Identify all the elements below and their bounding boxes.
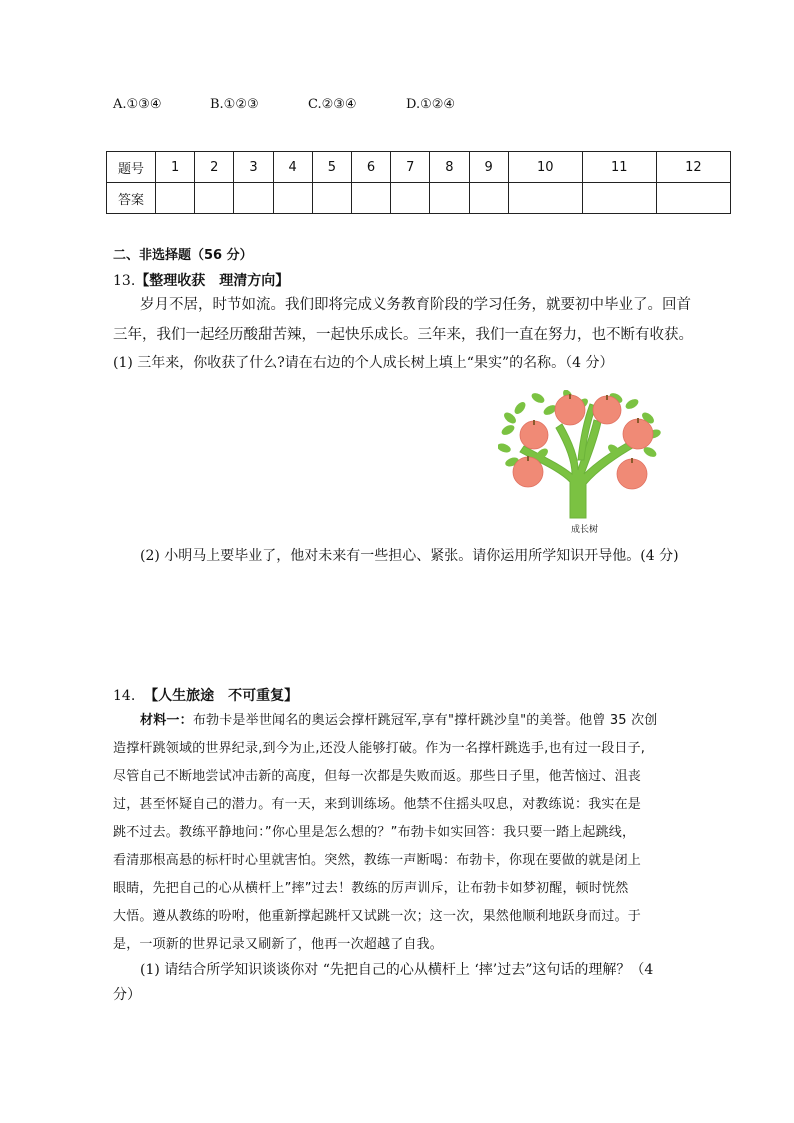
question-number-cell: 9 — [469, 152, 508, 183]
material-line: 尽管自己不断地尝试冲击新的高度，但每一次都是失败而返。那些日子里，他苦恼过、沮丧 — [113, 769, 642, 784]
question-title: 【整理收获 理清方向】 — [135, 273, 290, 289]
answer-cell[interactable] — [195, 183, 234, 214]
answer-cell[interactable] — [312, 183, 351, 214]
question-number: 13. — [113, 273, 136, 289]
question-number-cell: 12 — [656, 152, 730, 183]
sub-question-continuation: 分） — [113, 987, 141, 1003]
answer-row — [107, 183, 731, 214]
material-line: 跳不过去。教练平静地问：”你心里是怎么想的？”布勃卡如实回答：我只要一踏上起跳线， — [113, 825, 636, 840]
sub-question: (1) 请结合所学知识谈谈你对 “先把自己的心从横杆上 ‘摔’过去”这句话的理解？（4 — [140, 962, 654, 978]
material-label: 材料一： — [140, 713, 193, 728]
question-number-cell: 10 — [508, 152, 582, 183]
answer-cell[interactable] — [391, 183, 430, 214]
material-line: 造撑杆跳领域的世界纪录,到今为止,还没人能够打破。作为一名撑杆跳选手,也有过一段日子, — [113, 741, 646, 756]
answer-cell[interactable] — [234, 183, 273, 214]
answer-cell[interactable] — [273, 183, 312, 214]
question-number-cell: 2 — [195, 152, 234, 183]
answer-cell[interactable] — [656, 183, 730, 214]
answer-cell[interactable] — [156, 183, 195, 214]
paragraph: 岁月不居，时节如流。我们即将完成义务教育阶段的学习任务，就要初中毕业了。回首 — [140, 297, 691, 313]
table-header-cell: 题号 — [107, 152, 156, 183]
material-line — [140, 707, 658, 736]
answer-cell[interactable] — [469, 183, 508, 214]
option-b: B.①②③ — [210, 97, 259, 112]
material-line: 过，甚至怀疑自己的潜力。有一天，来到训练场。他禁不住摇头叹息，对教练说：我实在是 — [113, 797, 642, 812]
sub-question: (1) 三年来，你收获了什么?请在右边的个人成长树上填上“果实”的名称。（4 分） — [113, 355, 614, 371]
option-a: A.①③④ — [113, 97, 162, 112]
question-number-cell: 1 — [156, 152, 195, 183]
answer-table — [106, 151, 731, 214]
question-13-heading — [113, 270, 289, 290]
question-14-heading — [113, 685, 298, 705]
answer-cell[interactable] — [582, 183, 656, 214]
question-number-cell: 6 — [351, 152, 390, 183]
question-number-cell: 7 — [391, 152, 430, 183]
material-line: 眼睛，先把自己的心从横杆上”摔”过去！教练的厉声训斥，让布勃卡如梦初醒，顿时恍然 — [113, 881, 629, 896]
table-header-cell: 答案 — [107, 183, 156, 214]
growth-tree-illustration — [498, 390, 663, 520]
question-number: 14. — [113, 688, 136, 704]
sub-question: (2) 小明马上要毕业了，他对未来有一些担心、紧张。请你运用所学知识开导他。(4 分) — [140, 548, 679, 564]
paragraph: 三年，我们一起经历酸甜苦辣，一起快乐成长。三年来，我们一直在努力，也不断有收获。 — [113, 327, 693, 343]
question-title: 【人生旅途 不可重复】 — [144, 688, 299, 704]
answer-cell[interactable] — [508, 183, 582, 214]
option-d: D.①②④ — [406, 97, 456, 112]
material-line: 看清那根高悬的标杆时心里就害怕。突然，教练一声断喝：布勃卡，你现在要做的就是闭上 — [113, 853, 642, 868]
question-number-row — [107, 152, 731, 183]
section-title: 二、非选择题（56 分） — [113, 248, 253, 263]
answer-cell[interactable] — [430, 183, 469, 214]
question-number-cell: 4 — [273, 152, 312, 183]
question-number-cell: 11 — [582, 152, 656, 183]
tree-caption: 成长树 — [571, 525, 599, 535]
question-number-cell: 8 — [430, 152, 469, 183]
answer-cell[interactable] — [351, 183, 390, 214]
option-c: C.②③④ — [308, 97, 357, 112]
question-number-cell: 5 — [312, 152, 351, 183]
material-text: 布勃卡是举世闻名的奥运会撑杆跳冠军,享有"撑杆跳沙皇"的美誉。他曾 35 次创 — [192, 713, 658, 728]
material-line: 大悟。遵从教练的吩咐，他重新撑起跳杆又试跳一次；这一次，果然他顺利地跃身而过。于 — [113, 909, 642, 924]
material-line: 是，一项新的世界记录又刷新了，他再一次超越了自我。 — [113, 937, 444, 952]
question-number-cell: 3 — [234, 152, 273, 183]
